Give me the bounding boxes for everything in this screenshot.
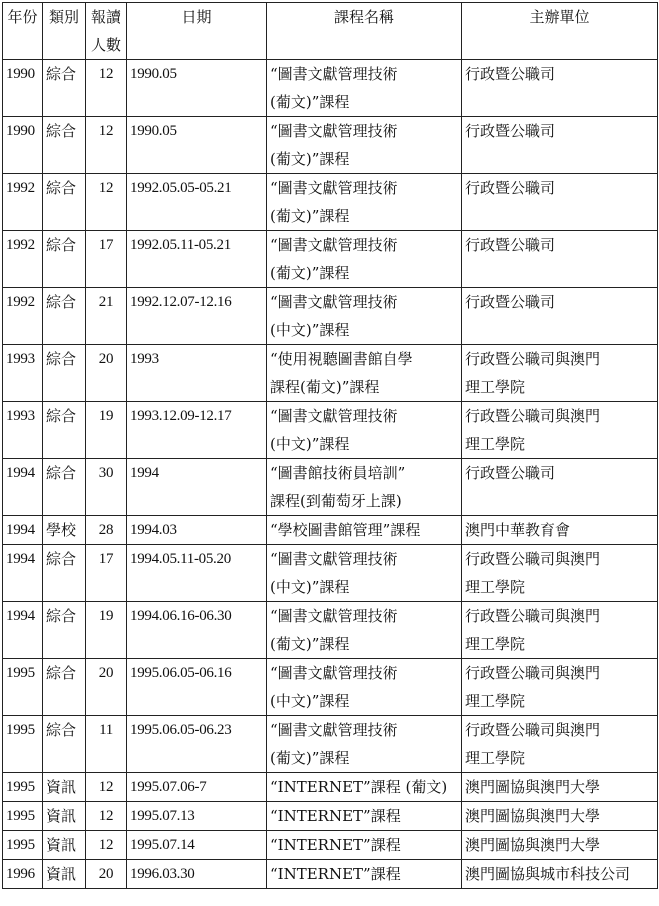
organizer-cell-line1: 行政暨公職司與澳門 [465, 721, 601, 739]
table-row [3, 345, 658, 402]
organizer-cell-line1: 行政暨公職司與澳門 [465, 407, 601, 425]
count-cell: 11 [86, 716, 127, 773]
organizer-cell-line2: 理工學院 [465, 749, 526, 767]
table-row [3, 231, 658, 288]
organizer-cell-line2: 理工學院 [465, 378, 526, 396]
category-cell: 綜合 [43, 716, 86, 773]
organizer-cell [462, 174, 658, 231]
course-cell-line1: “INTERNET”課程 (葡文) [270, 778, 448, 796]
table-row [3, 516, 658, 545]
course-cell-line1: “學校圖書館管理”課程 [270, 521, 421, 539]
header-enrolled [86, 3, 127, 60]
course-cell-line2: (中文)”課程 [270, 692, 350, 710]
date-cell: 1994 [127, 459, 267, 516]
organizer-cell [462, 860, 658, 889]
course-cell-line2: (葡文)”課程 [270, 207, 350, 225]
count-cell: 12 [86, 773, 127, 802]
count-cell: 12 [86, 802, 127, 831]
category-cell: 綜合 [43, 345, 86, 402]
course-cell-line1: “圖書文獻管理技術 [270, 721, 398, 739]
course-cell [267, 516, 462, 545]
course-cell [267, 288, 462, 345]
organizer-cell-line1: 行政暨公職司與澳門 [465, 350, 601, 368]
course-cell [267, 345, 462, 402]
category-cell: 綜合 [43, 60, 86, 117]
organizer-cell-line1: 行政暨公職司與澳門 [465, 607, 601, 625]
organizer-cell-line1: 澳門圖協與城市科技公司 [465, 865, 631, 883]
course-cell-line1: “圖書文獻管理技術 [270, 607, 398, 625]
course-cell-line1: “使用視聽圖書館自學 [270, 350, 413, 368]
course-cell-line2: (葡文)”課程 [270, 150, 350, 168]
category-cell: 綜合 [43, 231, 86, 288]
course-cell [267, 231, 462, 288]
date-cell: 1993 [127, 345, 267, 402]
year-cell: 1992 [3, 231, 43, 288]
count-cell: 12 [86, 831, 127, 860]
date-cell: 1995.07.13 [127, 802, 267, 831]
count-cell: 20 [86, 860, 127, 889]
header-category: 類別 [43, 3, 86, 60]
course-cell-line1: “圖書文獻管理技術 [270, 550, 398, 568]
year-cell: 1993 [3, 345, 43, 402]
table-row [3, 174, 658, 231]
header-date: 日期 [127, 3, 267, 60]
course-cell-line1: “INTERNET”課程 [270, 836, 401, 854]
organizer-cell-line1: 澳門圖協與澳門大學 [465, 807, 601, 825]
course-cell [267, 545, 462, 602]
table-row [3, 545, 658, 602]
organizer-cell-line1: 行政暨公職司 [465, 122, 556, 140]
organizer-cell-line2: 理工學院 [465, 635, 526, 653]
header-course: 課程名稱 [267, 3, 462, 60]
category-cell: 綜合 [43, 545, 86, 602]
course-cell-line2: (中文)”課程 [270, 435, 350, 453]
course-cell [267, 802, 462, 831]
organizer-cell [462, 117, 658, 174]
table-row [3, 117, 658, 174]
year-cell: 1995 [3, 716, 43, 773]
table-row [3, 60, 658, 117]
course-cell-line2: (中文)”課程 [270, 321, 350, 339]
course-cell-line2: (葡文)”課程 [270, 93, 350, 111]
category-cell: 資訊 [43, 802, 86, 831]
organizer-cell [462, 659, 658, 716]
course-cell [267, 860, 462, 889]
count-cell: 19 [86, 602, 127, 659]
organizer-cell [462, 516, 658, 545]
date-cell: 1993.12.09-12.17 [127, 402, 267, 459]
year-cell: 1996 [3, 860, 43, 889]
table-row [3, 659, 658, 716]
category-cell: 資訊 [43, 860, 86, 889]
header-enrolled-line1: 報讀 [90, 8, 121, 26]
category-cell: 綜合 [43, 602, 86, 659]
date-cell: 1996.03.30 [127, 860, 267, 889]
date-cell: 1995.06.05-06.16 [127, 659, 267, 716]
organizer-cell-line1: 行政暨公職司與澳門 [465, 550, 601, 568]
category-cell: 綜合 [43, 659, 86, 716]
count-cell: 30 [86, 459, 127, 516]
count-cell: 21 [86, 288, 127, 345]
course-cell-line1: “圖書文獻管理技術 [270, 65, 398, 83]
organizer-cell [462, 345, 658, 402]
organizer-cell-line1: 行政暨公職司 [465, 464, 556, 482]
course-cell-line1: “圖書文獻管理技術 [270, 122, 398, 140]
organizer-cell-line1: 行政暨公職司 [465, 179, 556, 197]
course-cell [267, 716, 462, 773]
organizer-cell [462, 231, 658, 288]
course-cell [267, 402, 462, 459]
year-cell: 1992 [3, 174, 43, 231]
course-cell-line1: “圖書文獻管理技術 [270, 179, 398, 197]
date-cell: 1994.06.16-06.30 [127, 602, 267, 659]
header-year: 年份 [3, 3, 43, 60]
organizer-cell-line1: 澳門圖協與澳門大學 [465, 836, 601, 854]
year-cell: 1992 [3, 288, 43, 345]
course-table [2, 2, 658, 889]
date-cell: 1992.05.11-05.21 [127, 231, 267, 288]
date-cell: 1994.03 [127, 516, 267, 545]
course-cell-line1: “圖書館技術員培訓” [270, 464, 406, 482]
course-cell [267, 659, 462, 716]
table-row [3, 773, 658, 802]
organizer-cell-line1: 行政暨公職司 [465, 65, 556, 83]
year-cell: 1994 [3, 459, 43, 516]
table-row [3, 716, 658, 773]
organizer-cell-line2: 理工學院 [465, 692, 526, 710]
course-cell [267, 174, 462, 231]
count-cell: 12 [86, 60, 127, 117]
organizer-cell [462, 60, 658, 117]
organizer-cell-line1: 澳門中華教育會 [465, 521, 571, 539]
course-cell [267, 831, 462, 860]
course-cell-line1: “INTERNET”課程 [270, 807, 401, 825]
course-cell-line2: (中文)”課程 [270, 578, 350, 596]
organizer-cell [462, 831, 658, 860]
course-cell [267, 60, 462, 117]
organizer-cell-line1: 行政暨公職司 [465, 293, 556, 311]
course-cell-line2: 課程(到葡萄牙上課) [270, 492, 402, 510]
organizer-cell [462, 288, 658, 345]
date-cell: 1990.05 [127, 60, 267, 117]
year-cell: 1994 [3, 545, 43, 602]
organizer-cell [462, 602, 658, 659]
course-cell-line1: “圖書文獻管理技術 [270, 407, 398, 425]
count-cell: 20 [86, 659, 127, 716]
organizer-cell [462, 402, 658, 459]
header-enrolled-line2: 人數 [90, 36, 121, 54]
course-cell [267, 602, 462, 659]
table-row [3, 459, 658, 516]
date-cell: 1992.05.05-05.21 [127, 174, 267, 231]
category-cell: 綜合 [43, 288, 86, 345]
count-cell: 19 [86, 402, 127, 459]
count-cell: 12 [86, 117, 127, 174]
date-cell: 1994.05.11-05.20 [127, 545, 267, 602]
organizer-cell [462, 459, 658, 516]
year-cell: 1995 [3, 773, 43, 802]
count-cell: 17 [86, 545, 127, 602]
organizer-cell-line2: 理工學院 [465, 578, 526, 596]
organizer-cell-line1: 行政暨公職司 [465, 236, 556, 254]
course-cell-line1: “圖書文獻管理技術 [270, 236, 398, 254]
organizer-cell-line1: 澳門圖協與澳門大學 [465, 778, 601, 796]
category-cell: 綜合 [43, 174, 86, 231]
course-cell [267, 459, 462, 516]
date-cell: 1990.05 [127, 117, 267, 174]
course-cell-line1: “INTERNET”課程 [270, 865, 401, 883]
organizer-cell [462, 716, 658, 773]
count-cell: 12 [86, 174, 127, 231]
organizer-cell [462, 773, 658, 802]
course-cell-line2: (葡文)”課程 [270, 635, 350, 653]
year-cell: 1993 [3, 402, 43, 459]
table-row [3, 402, 658, 459]
year-cell: 1994 [3, 516, 43, 545]
date-cell: 1995.07.06-7 [127, 773, 267, 802]
date-cell: 1995.06.05-06.23 [127, 716, 267, 773]
course-cell [267, 117, 462, 174]
count-cell: 20 [86, 345, 127, 402]
course-cell-line1: “圖書文獻管理技術 [270, 293, 398, 311]
date-cell: 1992.12.07-12.16 [127, 288, 267, 345]
course-cell-line1: “圖書文獻管理技術 [270, 664, 398, 682]
table-row [3, 860, 658, 889]
category-cell: 綜合 [43, 402, 86, 459]
organizer-cell-line1: 行政暨公職司與澳門 [465, 664, 601, 682]
course-cell-line2: (葡文)”課程 [270, 749, 350, 767]
year-cell: 1990 [3, 117, 43, 174]
course-cell-line2: 課程(葡文)”課程 [270, 378, 380, 396]
organizer-cell [462, 802, 658, 831]
header-organizer: 主辦單位 [462, 3, 658, 60]
course-cell-line2: (葡文)”課程 [270, 264, 350, 282]
table-body [3, 60, 658, 889]
table-row [3, 602, 658, 659]
category-cell: 綜合 [43, 459, 86, 516]
year-cell: 1990 [3, 60, 43, 117]
organizer-cell-line2: 理工學院 [465, 435, 526, 453]
date-cell: 1995.07.14 [127, 831, 267, 860]
category-cell: 學校 [43, 516, 86, 545]
header-row [3, 3, 658, 60]
year-cell: 1994 [3, 602, 43, 659]
table-row [3, 288, 658, 345]
category-cell: 資訊 [43, 831, 86, 860]
category-cell: 資訊 [43, 773, 86, 802]
table-row [3, 831, 658, 860]
category-cell: 綜合 [43, 117, 86, 174]
course-cell [267, 773, 462, 802]
table-row [3, 802, 658, 831]
organizer-cell [462, 545, 658, 602]
year-cell: 1995 [3, 659, 43, 716]
year-cell: 1995 [3, 802, 43, 831]
count-cell: 17 [86, 231, 127, 288]
year-cell: 1995 [3, 831, 43, 860]
count-cell: 28 [86, 516, 127, 545]
